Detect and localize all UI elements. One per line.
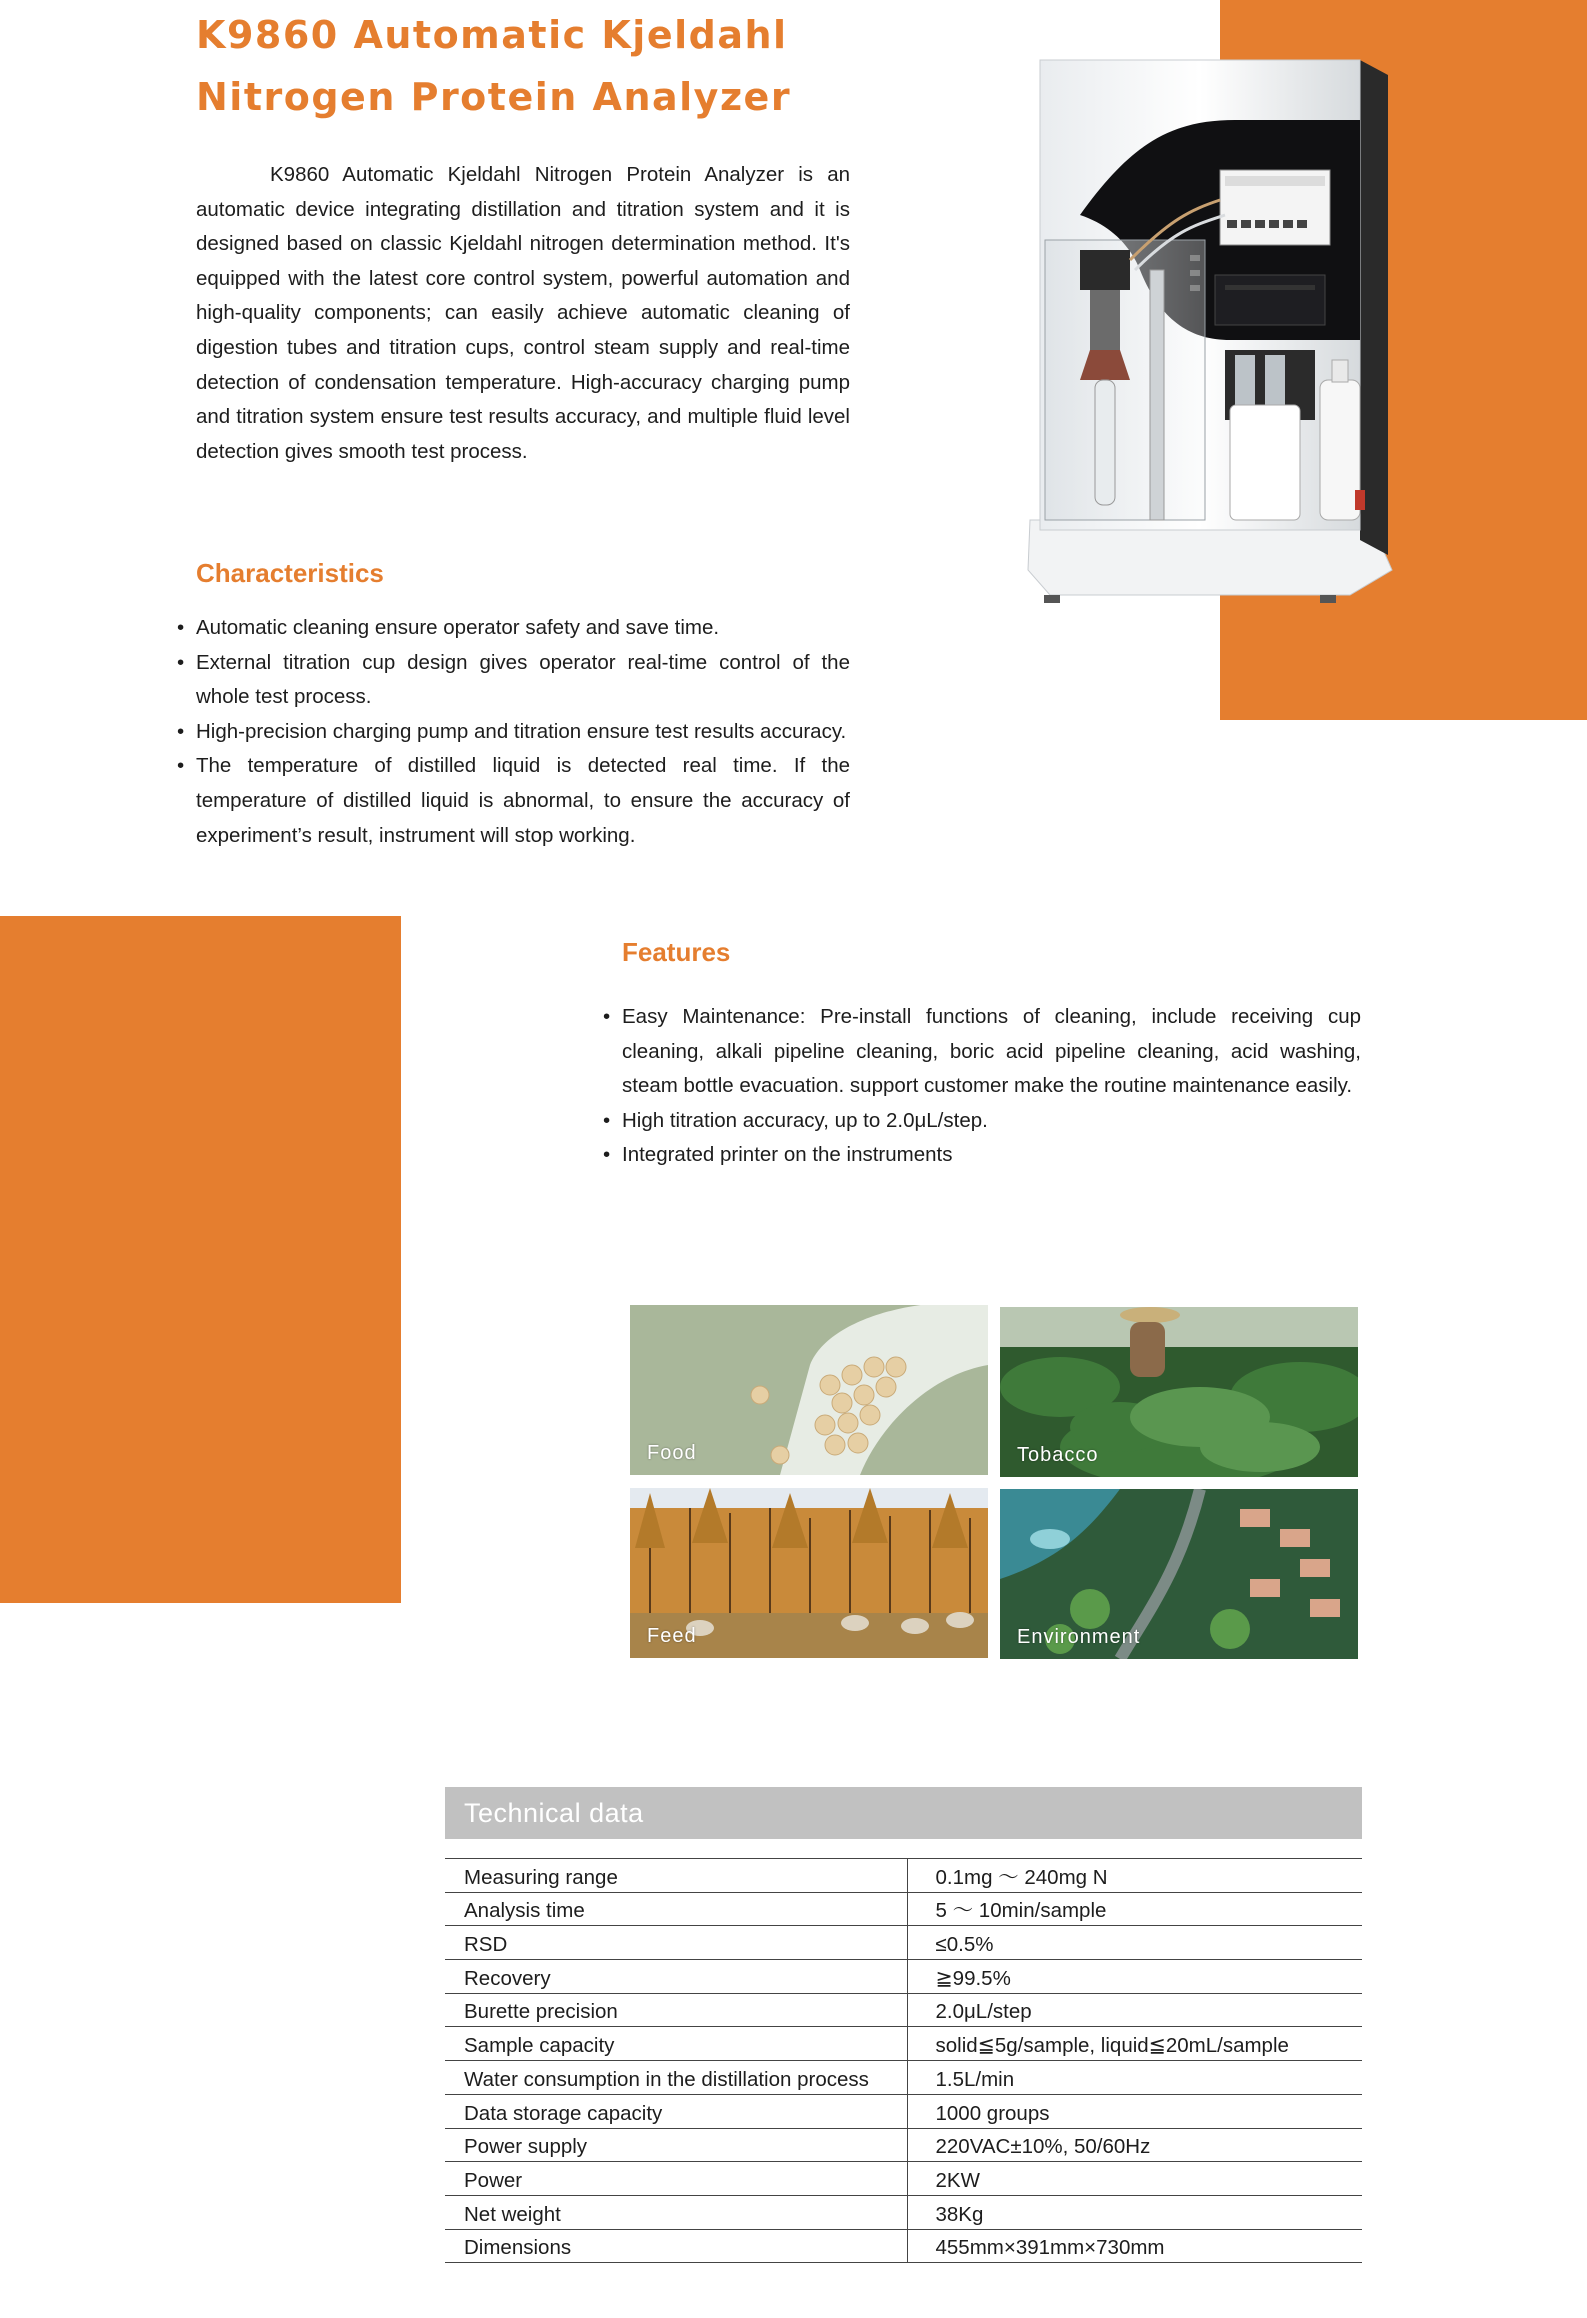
features-item: • Easy Maintenance: Pre-install functions of cleaning, include receiving cup cleaning, alkali pipeline cleaning, boric acid pipeline cleaning, acid washing, steam bottle evacuation. support customer make the routine maintenance easily.: [622, 1000, 1361, 1104]
intro-paragraph: K9860 Automatic Kjeldahl Nitrogen Protein Analyzer is an automatic device integrating distillation and titration system and it is designed based on classic Kjeldahl nitrogen determination method. It's equipped with the latest core control system, powerful automation and high-quality components; can easily achieve automatic cleaning of digestion tubes and titration cups, control steam supply and real-time detection of condensation temperature. High-accuracy charging pump and titration system ensure test results accuracy, and multiple fluid level detection gives smooth test process.: [196, 163, 850, 463]
spec-value: 38Kg: [907, 2195, 1362, 2229]
spec-value: 5 ～ 10min/sample: [907, 1892, 1362, 1926]
title-line-1: K9860 Automatic Kjeldahl: [196, 13, 788, 57]
table-row: [445, 2094, 1362, 2128]
table-row: [445, 1892, 1362, 1926]
spec-value: 2.0μL/step: [907, 1993, 1362, 2027]
food-photo: [630, 1305, 988, 1475]
page-title: [196, 4, 1096, 128]
spec-name: Data storage capacity: [445, 2094, 907, 2128]
characteristics-heading: Characteristics: [196, 558, 384, 588]
kjeldahl-analyzer-image: [1020, 50, 1400, 610]
spec-value: 1.5L/min: [907, 2061, 1362, 2095]
spec-name: Sample capacity: [445, 2027, 907, 2061]
spec-value: solid≦5g/sample, liquid≦20mL/sample: [907, 2027, 1362, 2061]
table-row: [445, 1993, 1362, 2027]
table-row: [445, 2128, 1362, 2162]
characteristics-item: • High-precision charging pump and titration ensure test results accuracy.: [196, 715, 850, 750]
spec-value: 220VAC±10%, 50/60Hz: [907, 2128, 1362, 2162]
table-row: [445, 1926, 1362, 1960]
orange-accent-block-left: [0, 916, 401, 1603]
characteristics-list: [196, 611, 850, 853]
features-heading: Features: [622, 937, 731, 967]
features-item: • High titration accuracy, up to 2.0μL/step.: [622, 1104, 1361, 1139]
characteristics-item: • Automatic cleaning ensure operator safety and save time.: [196, 611, 850, 646]
table-row: [445, 2061, 1362, 2095]
characteristics-item: • External titration cup design gives operator real-time control of the whole test process.: [196, 646, 850, 715]
spec-value: 2KW: [907, 2162, 1362, 2196]
spec-name: Net weight: [445, 2195, 907, 2229]
table-row: [445, 2027, 1362, 2061]
features-item: • Integrated printer on the instruments: [622, 1138, 1361, 1173]
spec-name: Recovery: [445, 1960, 907, 1994]
spec-name: Analysis time: [445, 1892, 907, 1926]
characteristics-item: • The temperature of distilled liquid is detected real time. If the temperature of distilled liquid is abnormal, to ensure the accuracy of experiment’s result, instrument will stop working.: [196, 749, 850, 853]
table-row: [445, 2195, 1362, 2229]
table-row: [445, 2162, 1362, 2196]
feed-label: Feed: [647, 1625, 697, 1647]
spec-value: ≧99.5%: [907, 1960, 1362, 1994]
spec-name: Water consumption in the distillation process: [445, 2061, 907, 2095]
table-row: [445, 2229, 1362, 2263]
spec-value: 0.1mg ～ 240mg N: [907, 1859, 1362, 1893]
environment-photo: [1000, 1489, 1358, 1659]
tobacco-label: Tobacco: [1017, 1444, 1099, 1466]
spec-value: 1000 groups: [907, 2094, 1362, 2128]
spec-value: 455mm×391mm×730mm: [907, 2229, 1362, 2263]
feed-photo: [630, 1488, 988, 1658]
spec-value: ≤0.5%: [907, 1926, 1362, 1960]
technical-data-table: [445, 1858, 1362, 2263]
spec-name: Dimensions: [445, 2229, 907, 2263]
spec-name: Burette precision: [445, 1993, 907, 2027]
title-line-2: Nitrogen Protein Analyzer: [196, 75, 792, 119]
technical-data-header: Technical data: [445, 1787, 1362, 1839]
tobacco-photo: [1000, 1307, 1358, 1477]
spec-name: Power supply: [445, 2128, 907, 2162]
table-row: [445, 1859, 1362, 1893]
features-list: [622, 1000, 1361, 1173]
spec-name: Power: [445, 2162, 907, 2196]
spec-name: Measuring range: [445, 1859, 907, 1893]
table-row: [445, 1960, 1362, 1994]
spec-name: RSD: [445, 1926, 907, 1960]
environment-label: Environment: [1017, 1626, 1141, 1648]
food-label: Food: [647, 1442, 697, 1464]
